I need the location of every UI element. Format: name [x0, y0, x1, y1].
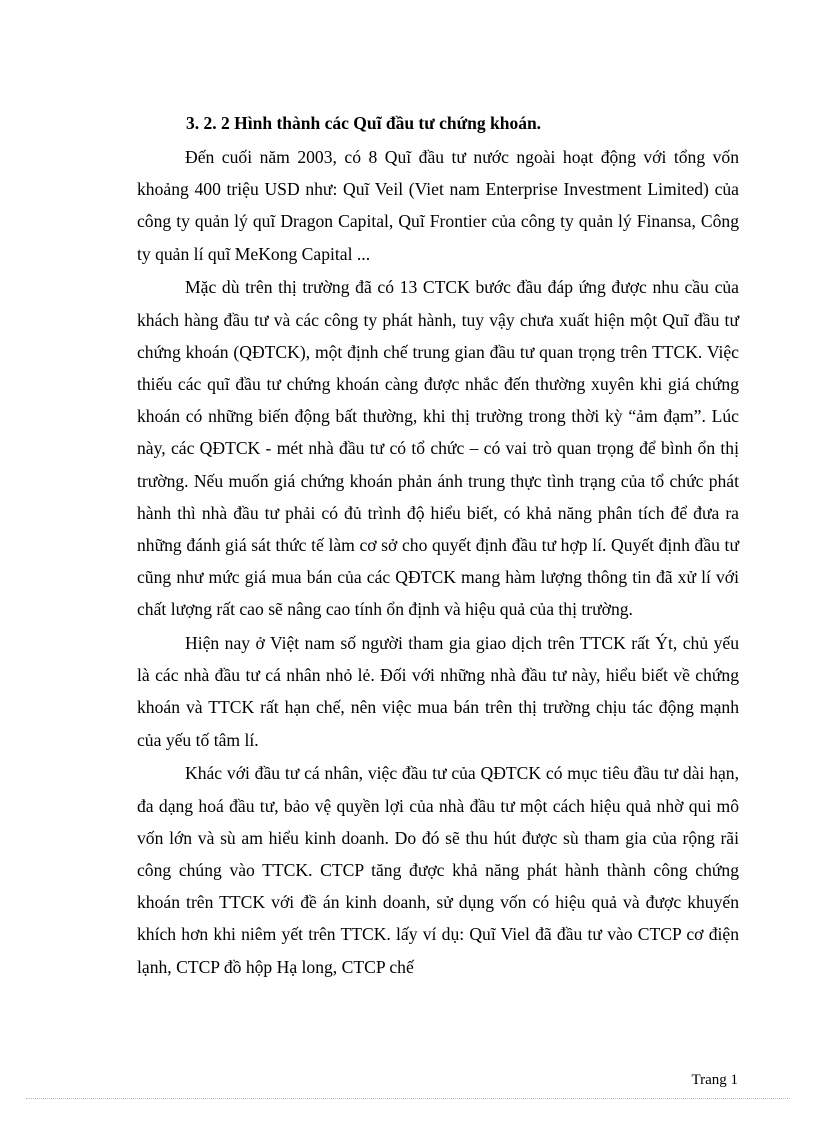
paragraph: Đến cuối năm 2003, có 8 Quĩ đầu tư nước ngoài hoạt động với tổng vốn khoảng 400 triệu USD như: Quĩ Veil (Viet nam Enterprise Investment Limited) của công ty quản lý quĩ Dragon Capital, Quĩ Frontier của công ty quản lý Finansa, Công ty quản lí quĩ MeKong Capital ... [137, 147, 739, 264]
page-number: Trang 1 [691, 1072, 738, 1088]
paragraph: Hiện nay ở Việt nam số người tham gia giao dịch trên TTCK rất Ýt, chủ yếu là các nhà đầu tư cá nhân nhỏ lẻ. Đối với những nhà đầu tư này, hiểu biết về chứng khoán và TTCK rất hạn chế, nên việc mua bán trên thị trường chịu tác động mạnh của yếu tố tâm lí. [137, 633, 739, 750]
footer-divider [26, 1098, 790, 1099]
section-heading: 3. 2. 2 Hình thành các Quĩ đầu tư chứng khoán. [186, 113, 542, 133]
paragraph: Khác với đầu tư cá nhân, việc đầu tư của QĐTCK có mục tiêu đầu tư dài hạn, đa dạng hoá đầu tư, bảo vệ quyền lợi của nhà đầu tư một cách hiệu quả nhờ qui mô vốn lớn và sù am hiểu kinh doanh. Do đó sẽ thu hút được sù tham gia của rộng rãi công chúng vào TTCK. CTCP tăng được khả năng phát hành thành công chứng khoán trên TTCK với đề án kinh doanh, sử dụng vốn có hiệu quả và được khuyến khích hơn khi niêm yết trên TTCK. lấy ví dụ: Quĩ Viel đã đầu tư vào CTCP cơ điện lạnh, CTCP đồ hộp Hạ long, CTCP chế [137, 763, 739, 977]
body-text [137, 141, 739, 984]
paragraph: Mặc dù trên thị trường đã có 13 CTCK bước đầu đáp ứng được nhu cầu của khách hàng đầu tư và các công ty phát hành, tuy vậy chưa xuất hiện một Quĩ đầu tư chứng khoán (QĐTCK), một định chế trung gian đầu tư quan trọng trên TTCK. Việc thiếu các quĩ đầu tư chứng khoán càng được nhắc đến thường xuyên khi giá chứng khoán có những biến động bất thường, khi thị trường trong thời kỳ “ảm đạm”. Lúc này, các QĐTCK - mét nhà đầu tư có tổ chức – có vai trò quan trọng để bình ổn thị trường. Nếu muốn giá chứng khoán phản ánh trung thực tình trạng của tổ chức phát hành thì nhà đầu tư phải có đủ trình độ hiểu biết, có khả năng phân tích để đưa ra những đánh giá sát thức tế làm cơ sở cho quyết định đầu tư hợp lí. Quyết định đầu tư cũng như mức giá mua bán của các QĐTCK mang hàm lượng thông tin đã xử lí với chất lượng rất cao sẽ nâng cao tính ổn định và hiệu quả của thị trường. [137, 277, 739, 620]
